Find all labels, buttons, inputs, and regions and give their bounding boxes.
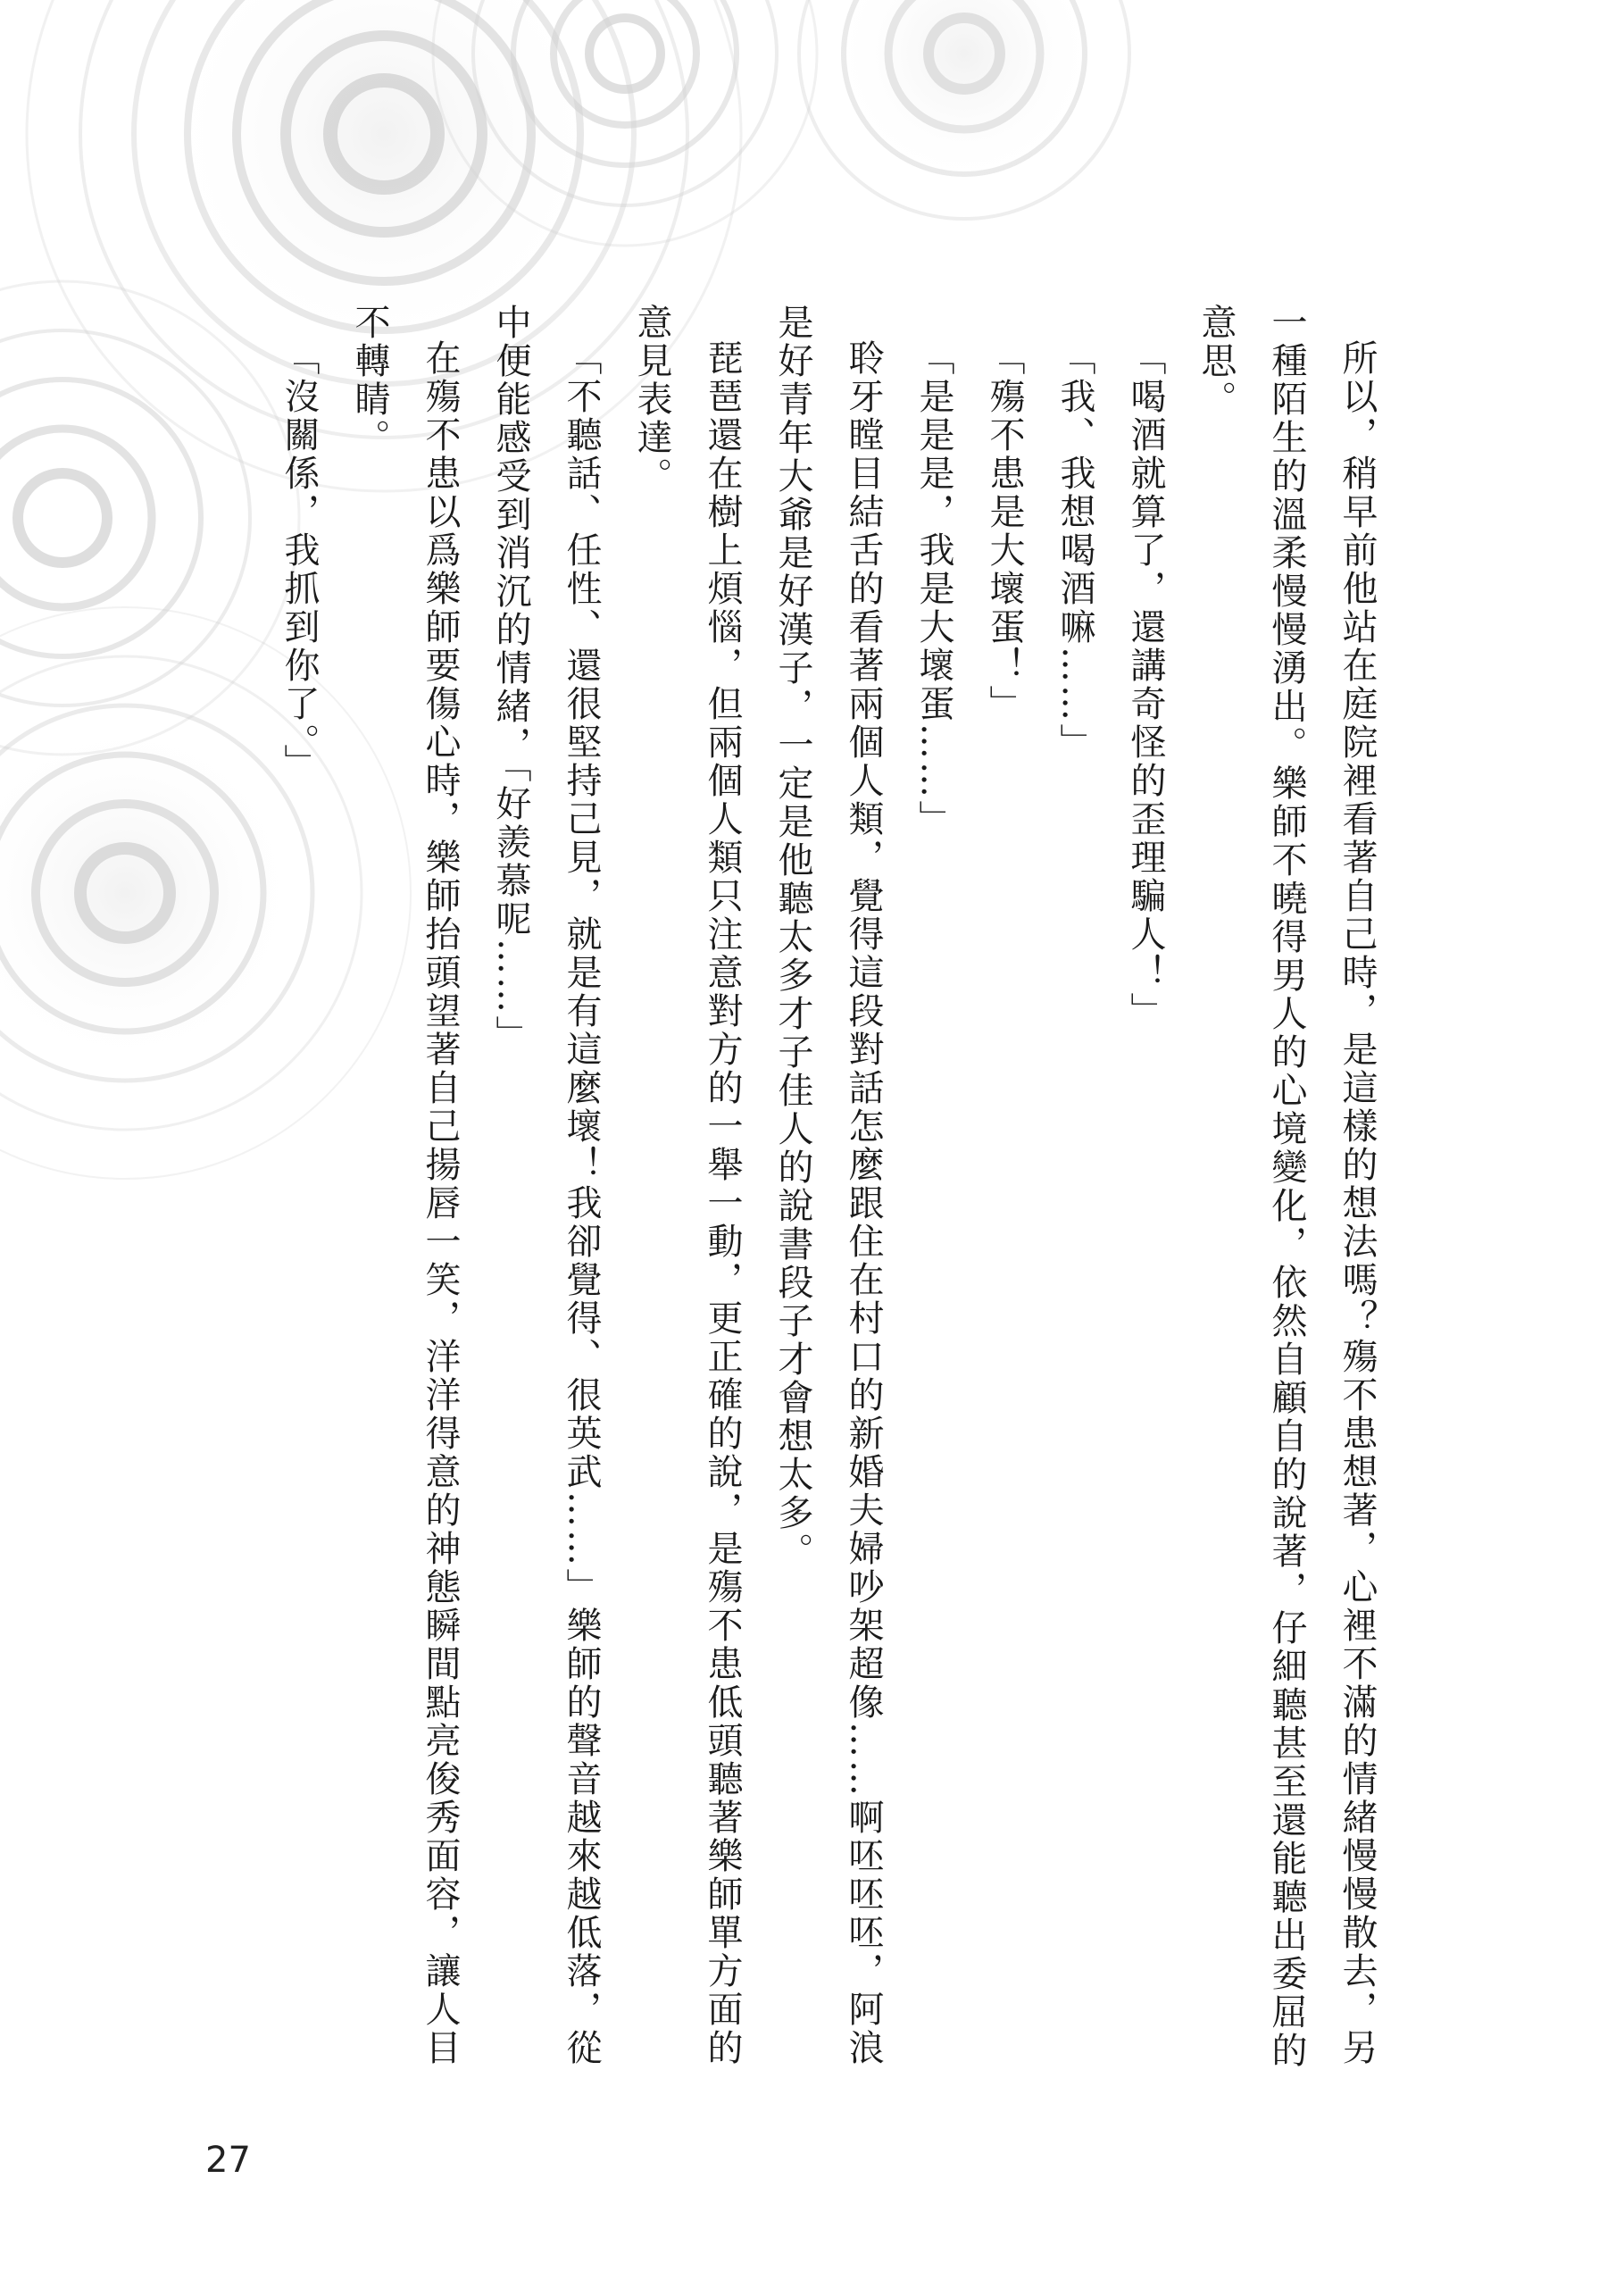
paragraph-4: 在殤不患以爲樂師要傷心時，樂師抬頭望著自己揚唇一笑，洋洋得意的神態瞬間點亮俊秀面容，讓人目不轉睛。 xyxy=(349,304,461,2067)
dialogue-line-5: 「不聽話、任性、還很堅持己見，就是有這麼壞！我卻覺得、很英武……」樂師的聲音越來越低落，從中便能感受到消沉的情緒，「好羨慕呢……」 xyxy=(490,304,602,2067)
dialogue-line-4: 「是是是，我是大壞蛋……」 xyxy=(913,339,954,839)
dialogue-line-6: 「沒關係，我抓到你了。」 xyxy=(279,339,320,782)
dialogue-line-1: 「喝酒就算了，還講奇怪的歪理騙人！」 xyxy=(1125,339,1166,1031)
paragraph-2: 聆牙瞠目結舌的看著兩個人類，覺得這段對話怎麼跟住在村口的新婚夫婦吵架超像……啊呸呸呸，阿浪是好青年大爺是好漢子，一定是他聽太多才子佳人的說書段子才會想太多。 xyxy=(772,304,884,2067)
dialogue-line-3: 「殤不患是大壞蛋！」 xyxy=(984,339,1025,723)
vertical-text-body xyxy=(231,304,1392,2072)
paragraph-3: 琵琶還在樹上煩惱，但兩個人類只注意對方的一舉一動，更正確的說，是殤不患低頭聽著樂師單方面的意見表達。 xyxy=(631,304,743,2067)
paragraph-1: 所以，稍早前他站在庭院裡看著自己時，是這樣的想法嗎？殤不患想著，心裡不滿的情緒慢慢散去，另一種陌生的溫柔慢慢湧出。樂師不曉得男人的心境變化，依然自顧自的說著，仔細聽甚至還能聽出委屈的意思。 xyxy=(1195,304,1378,2070)
page-number: 27 xyxy=(205,2140,251,2181)
dialogue-line-2: 「我、我想喝酒嘛……」 xyxy=(1054,339,1095,762)
